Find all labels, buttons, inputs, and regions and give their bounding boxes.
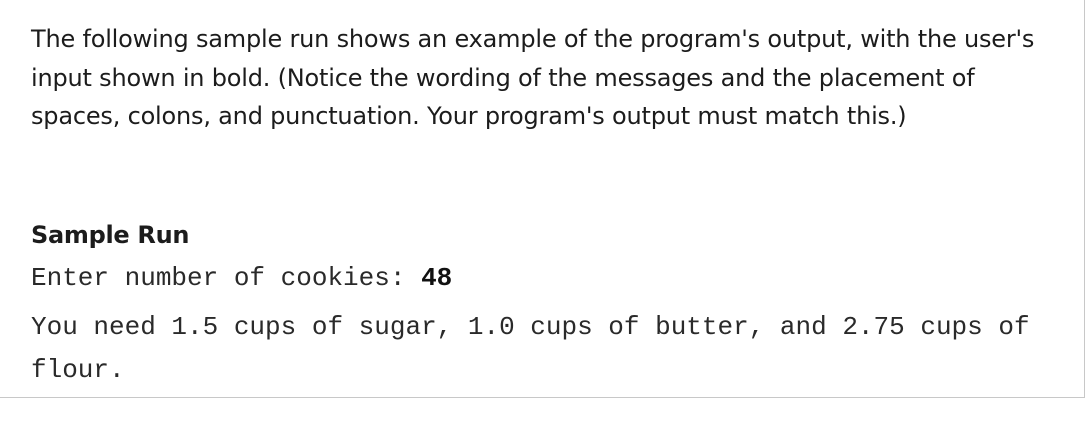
prompt-text: Enter number of cookies: — [31, 263, 422, 293]
sample-run-heading: Sample Run — [31, 221, 190, 249]
sample-run-output-line: You need 1.5 cups of sugar, 1.0 cups of butter, and 2.75 cups of flour. — [31, 312, 1030, 385]
intro-paragraph: The following sample run shows an example of the program's output, with the user's input shown in bold. (Notice the wording of the messages and the placement of spaces, colons, and punctuation. Your program's output must match this.) — [31, 25, 1035, 130]
sample-run-prompt-line — [31, 259, 452, 297]
user-input-value: 48 — [421, 263, 453, 293]
